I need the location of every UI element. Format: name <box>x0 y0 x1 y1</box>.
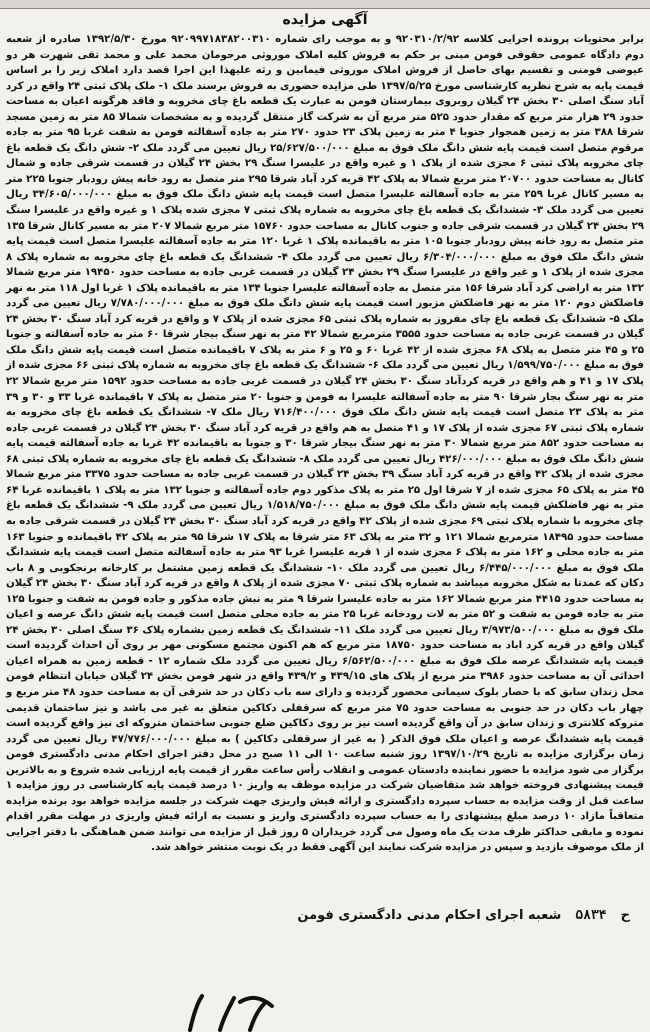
handwritten-scribble <box>180 992 290 1032</box>
notice-title: آگهی مزایده <box>282 12 368 28</box>
notice-footer <box>30 908 630 923</box>
notice-body: برابر محتویات پرونده اجرایی کلاسه ۹۲۰۳۱۰/۲/۹۲ و به موجب رای شماره ۹۲۰۹۹۷۱۸۳۸۲۰۰۳۱۰ مورخ ۱۳۹۲/۵/۳۰ صادره از شعبه دوم دادگاه عمومی حقوقی فومن مبنی بر حکم به فروش کلیه املاک موروثی مرحومان محمد علی و محمد تقی شهرت هر دو عیوضی فومنی و تقسیم بهای حاصل از فروش املاک موروثی فیمابین و رثه علیهذا این اجرا قصد دارد املاک زیر را بر اساس قیمت پایه به شرح نظریه کارشناسی مورخ ۱۳۹۷/۵/۲۵ طی مزایده حضوری به فروش برسند ملک ۱- ملک پلاک ثبتی ۲۴ واقع در کرد آباد سنگ اصلی ۳۰ بخش ۲۴ گیلان روبروی بیمارستان فومن به عبارت یک قطعه باغ چای مخروبه و فاقد هرگونه اعیان به مساحت حدود ۲۹ هزار متر مربع که مقدار حدود ۵۲۵ متر مربع آن به شرکت گاز منتقل گردیده و به مشخصات شمالا ۸۵ متر به زمین مسجد شرقا ۳۸۸ متر به زمین همجوار جنوبا ۴ متر به زمین پلاک ۲۳ حدود ۲۷۰ متر به جاده آسفالته فومن به شفت غربا ۹۵ متر به جاده مرقوم متصل است قیمت پایه شش دانگ ملک فوق به مبلغ ۲۵/۶۲۷/۵۰۰/۰۰۰ ریال تعیین می گردد ملک ۲- شش دانگ یک قطعه باغ چای مخروبه پلاک ثبتی ۶ مجزی شده از پلاک ۱ و غیره واقع در علیسرا سنگ ۲۹ بخش ۲۴ گیلان در قسمت شرقی جاده و شمال کانال به مساحت حدود ۲۰۷۰۰ متر مربع شمالا به پلاک ۴۲ قریه کرد آباد شرقا ۲۹۵ متر متصل به رود خانه پیش رودبار جنوبا ۲۲۵ متر به مسیر کانال غربا ۲۵۹ متر به جاده آسفالته علیسرا متصل است قیمت پایه شش دانگ ملک فوق به مبلغ ۳۴/۶۰۵/۰۰۰/۰۰۰ ریال تعیین می گردد ملک ۳- ششدانگ یک قطعه باغ چای مخروبه به شماره پلاک ثبتی ۷ مجزی شده پلاک ۱ و غیره واقع در علیسرا سنگ ۲۹ بخش ۲۴ گیلان در قسمت شرقی جاده و جنوب کانال به مساحت حدود ۱۵۷۶۰ متر مربع شمالا ۲۰۷ متر به مسیر کانال شرقا ۱۳۵ متر متصل به رود خانه پیش رودبار جنوبا ۱۰۵ متر به باقیمانده پلاک ۱ غربا ۱۲۰ متر به جاده آسفالته علیسرا متصل است قیمت پایه شش دانگ ملک فوق به مبلغ ۶/۳۰۴/۰۰۰/۰۰۰ ریال تعیین می گردد ملک ۴- ششدانگ یک قطعه باغ چای مخروبه به شماره پلاک ۸ مجزی شده از پلاک ۱ و غیر واقع در علیسرا سنگ ۲۹ بخش ۲۴ گیلان در قسمت غربی جاده به مساحت حدود ۱۹۴۵۰ متر مربع شمالا ۱۳۲ متر به اراضی کرد آباد شرقا ۱۵۶ متر متصل به جاده آسفالته علیسرا جنوبا ۱۳۴ متر به باقیمانده پلاک ۱ غربا اول ۱۱۸ متر به نهر فاضلکش دوم ۱۲۰ متر به نهر فاضلکش مزبور است قیمت پایه شش دانگ ملک فوق به مبلغ ۷/۷۸۰/۰۰۰/۰۰۰ ریال تعیین می گردد ملک ۵- ششدانگ یک قطعه باغ چای مفروز به شماره پلاک ثبتی ۶۵ مجزی شده از پلاک ۷ و واقع در قریه کرد آباد سنگ ۳۰ بخش ۲۴ گیلان در قسمت غربی جاده به مساحت حدود ۳۵۵۵ مترمربع شمالا ۴۲ متر به نهر سنگ بیجار شرقا ۶۰ متر به جاده آسفالته و جنوبا ۲۵ و ۴۵ متر متصل به پلاک ۶۸ مجزی شده از ۴۲ غربا ۶۰ و ۲۵ و ۶ متر به پلاک ۷ باقیمانده متصل است قیمت پایه شش دانگ ملک فوق به مبلغ ۱/۵۹۹/۷۵۰/۰۰۰ ریال تعیین می گردد ملک ۶- ششدانگ یک قطعه باغ چای مخروبه به شماره پلاک ثبتی ۶۶ مجزی شده از پلاک ۱۷ و ۴۱ و هم واقع در قریه کردآباد سنگ ۳۰ بخش ۲۴ گیلان در قسمت غربی جاده به مساحت حدود ۱۵۹۲ متر مربع شمالا ۲۲ متر به نهر سنگ بجار شرقا ۹۰ متر به جاده آسفالته علیسرا به فومن و جنوبا ۲۰ متر متصل به پلاک ۷ باقیمانده غربا ۳۳ و ۳۰ و ۳۹ متر به پلاک ۲۳ متصل است قیمت پایه شش دانگ ملک فوق ۷۱۶/۴۰۰/۰۰۰ ریال ملک ۷- ششدانگ یک قطعه باغ چای مخروبه به شماره پلاک ثبتی ۶۷ مجزی شده از پلاک ۱۷ و ۴۱ متصل به هم واقع در قریه کرد آباد سنگ ۳۰ بخش ۲۴ گیلان در قسمت غربی جاده به مساحت حدود ۸۵۲ متر مربع شمالا ۳۰ متر به نهر سنگ بیجار شرقا ۳۰ و جنوبا به باقیمانده ۴۲ غربا به جاده آسفالته قیمت پایه شش دانگ ملک فوق به مبلغ ۴۲۶/۰۰۰/۰۰۰ ریال تعیین می گردد ملک ۸- ششدانگ یک قطعه باغ چای مخروبه به شماره پلاک ثبتی ۶۸ مجزی شده از پلاک ۴۲ واقع در قریه کرد آباد سنگ ۳۹ بخش ۲۴ گیلان در قسمت غربی جاده به مساحت حدود ۳۳۷۵ متر مربع شمالا ۴۵ متر به پلاک ۶۵ مجزی شده از ۷ شرقا اول ۲۵ متر به پلاک مذکور دوم جاده آسفالته و جنوبا ۱۳۲ متر به پلاک ۱ باقیمانده غربا ۶۴ متر به نهر فاضلکش قیمت پایه شش دانگ ملک فوق به مبلغ ۱/۵۱۸/۷۵۰/۰۰۰ ریال تعیین می گردد ملک ۹- ششدانگ یک قطعه باغ چای مخروبه با شماره پلاک ثبتی ۶۹ مجزی شده از پلاک ۴۲ واقع در قریه کرد آباد سنگ ۳۰ بخش ۲۴ گیلان در قسمت شرقی جاده به مساحت حدود ۱۸۴۹۵ مترمربع شمالا ۱۲۱ و ۳۲ متر به پلاک ۶۳ متر شرقا به پلاک ۱۷ شرقا ۹۵ متر به پلاک ۴۲ باقیمانده و جنوبا ۱۶۳ متر به جاده محلی و ۱۶۲ متر به پلاک ۶ مجزی شده از ۱ قریه علیسرا غربا ۹۳ متر به جاده آسفالته متصل است قیمت پایه ششدانگ ملک فوق به مبلغ ۶/۴۴۵/۰۰۰/۰۰۰ ریال تعیین می گردد ملک ۱۰- ششدانگ یک قطعه زمین مشتمل بر کارخانه برنجکوبی و ۸ باب دکان که عمدتا به شکل مخروبه میباشد به شماره پلاک ثبتی ۷۰ مجزی شده از پلاک ۸ واقع در قریه کرد آباد سنگ ۳۰ بخش ۲۴ گیلان به مساحت حدود ۴۴۱۵ متر مربع شمالا ۱۶۲ متر به جاده علیسرا شرقا ۹ متر به نبش جاده مذکور و جاده فومن به شفت و جنوبا ۱۲۵ متر به جاده فومن به شفت و ۵۲ متر به لات رودخانه غربا ۲۵ متر به جاده محلی متصل است قیمت پایه شش دانگ عرصه و اعیان ملک فوق به مبلغ ۳/۹۷۳/۵۰۰/۰۰۰ ریال تعیین می گردد ملک ۱۱- ششدانگ یک قطعه زمین بشماره پلاک ۳۶ سنگ اصلی ۳۰ بخش ۲۴ گیلان واقع در قریه کرد اباد به مساحت حدود ۱۸۷۵۰ متر مربع که هم اکنون مجتمع مسکونی مهر بر روی آن احداث گردیده است قیمت پایه ششدانگ عرصه ملک فوق به مبلغ ۶/۵۶۲/۵۰۰/۰۰۰ ریال تعیین می گردد ملک شماره ۱۲ - قطعه زمین به همراه اعیان احداثی آن به مساحت حدود ۳۹۸۶ متر مربع از پلاک های ۴۳۹/۱۵ و ۴۳۹/۲ واقع در شهر فومن بخش ۲۴ گیلان خیابان انتظام فومن محل زندان سابق که با حصار بلوک سیمانی محصور گردیده و دارای سه باب دکان در حد شرقی آن به مساحت حدود ۴۸ متر مربع و چهار باب دکان در حد جنوبی به مساحت حدود ۷۵ متر مربع که سرقفلی دکاکین متعلق به غیر می باشد و نیز ساختمان قدیمی متروکه کلانتری و زندان سابق در آن واقع گردیده است نیز بر روی دکاکین ضلع جنوبی ساختمان متروکه ای نیز واقع گردیده است قیمت پایه ششدانگ عرصه و اعیان ملک فوق الذکر ( به غیر از سرقفلی دکاکین ) به مبلغ ۴۷/۷۷۶/۰۰۰/۰۰۰ ریال تعیین می گردد زمان برگزاری مزایده به تاریخ ۱۳۹۷/۱۰/۲۹ روز شنبه ساعت ۱۰ الی ۱۱ صبح در محل دفتر اجرای احکام مدنی دادگستری فومن برگزار می شود مزایده با حضور نماینده دادستان عمومی و انقلاب رأس ساعت مقرر از قیمت پایه ارزیابی شده شروع و به بالاترین قیمت پیشنهادی فروخته خواهد شد متقاضیان شرکت در مزایده موظف به واریز ۱۰ درصد قیمت پایه کارشناسی در روز مزایده ۱ ساعت قبل از وقت مزایده به حساب سپرده دادگستری و ارائه فیش واریزی جهت شرکت در جلسه مزایده خواهد بود برنده مزایده متعاقباً مازاد ۱۰ درصد مبلغ پیشنهادی را به حساب سپرده دادگستری واریز و نسبت به ارائه فیش واریزی در مهلت مقرر اقدام نموده و مابقی حداکثر ظرف مدت یک ماه وصول می گردد خریداران ۵ روز قبل از مزایده می توانند ضمن هماهنگی با دفتر اجرایی از ملک موصوف بازدید و سپس در مزایده شرکت نمایند این آگهی فقط در یک نوبت منتشر خواهد شد. <box>6 34 645 854</box>
footer-reference-number: ۵۸۳۴ <box>575 908 607 923</box>
footer-office-name: شعبه اجرای احکام مدنی دادگستری فومن <box>297 908 562 923</box>
footer-letter: ح <box>620 908 630 923</box>
auction-notice <box>4 8 646 988</box>
